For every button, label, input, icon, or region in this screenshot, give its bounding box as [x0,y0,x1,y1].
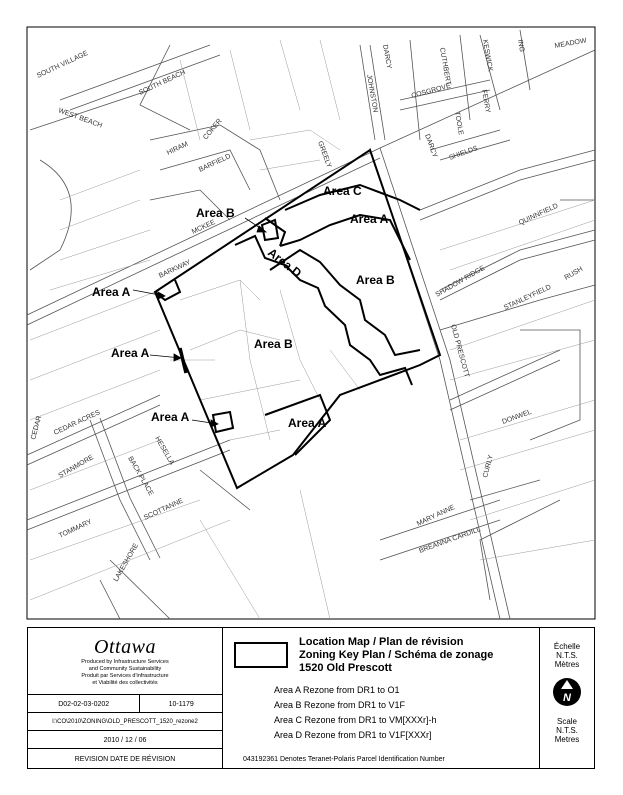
street-label: WEST BEACH [57,107,104,130]
street-label: HIRAM [165,140,190,157]
map-frame [27,27,595,619]
area-a-top-label: Area A [350,212,389,226]
produced-by-fr-2: et Viabilité des collectivités [92,680,158,686]
street-label: MARY ANNE [415,504,456,528]
street-label: OLD PRESCOTT [449,323,470,379]
street-label: ING [516,39,526,53]
street-label: GREELY [316,140,333,169]
street-label: CEDAR ACRES [52,409,102,437]
street-label: SOUTH BEACH [137,69,187,97]
ottawa-logo: Ottawa [94,636,156,658]
nts-fr: N.T.S. [556,651,578,660]
street-label: DARCY [423,133,439,159]
ottawa-logo-block [28,628,222,694]
area-c-description: Area C Rezone from DR1 to VM[XXXr]-h [274,715,437,725]
scale-fr: Échelle [553,642,581,651]
area-d-label: Area D [265,245,305,281]
area-a-left2-label: Area A [111,346,150,360]
street-label: CUTHBERT [438,47,452,86]
street-label: RUSH [563,265,585,282]
parcel-id-footnote: 043192361 Denotes Teranet-Polaris Parcel Identification Number [243,756,445,763]
metres-fr: Mètres [554,660,580,669]
scale-en: Scale [556,717,577,726]
street-label: SHIELDS [448,145,479,162]
area-a-bottom-label: Area A [288,416,327,430]
street-label: BREANNA CARDILL [418,526,482,555]
street-label: TOOLE [453,111,465,136]
produced-by-en-2: and Community Sustainability [88,666,162,672]
north-label: N [563,692,571,704]
street-label: BACK PLACE [126,455,155,498]
map-number: 10-1179 [168,700,194,708]
file-path: I:\CO\2010\ZONING\OLD_PRESCOTT_1520_rezone2 [52,719,198,725]
file-path-row [28,712,222,731]
map-title-2: Zoning Key Plan / Schéma de zonage [299,649,494,661]
area-b-center-label: Area B [254,337,293,351]
street-label: QUINNFIELD [517,202,560,227]
revision-date-label: REVISION DATE DE RÉVISION [74,755,176,763]
street-label: MCKEE [190,218,217,236]
area-b-description: Area B Rezone from DR1 to V1F [274,700,406,710]
nts-en: N.T.S. [556,726,578,735]
street-label: HESELLA [153,435,176,467]
area-b-right-label: Area B [356,273,395,287]
area-a-left1-label: Area A [92,285,131,299]
file-number: D02-02-03-0202 [28,695,140,713]
street-label: DONWEL [501,408,533,426]
area-a-description: Area A Rezone from DR1 to O1 [274,685,400,695]
produced-by-en-1: Produced by Infrastructure Services [81,659,169,665]
revision-label-row [28,748,222,769]
street-label: COSGROVE [410,82,452,100]
area-a-left3-label: Area A [151,410,190,424]
street-label: TOMMARY [57,518,94,540]
site-boundary-swatch [234,642,288,668]
street-label: SCOTTANNE [142,497,185,522]
metres-en: Metres [554,735,580,744]
street-label: KESWICK [481,39,494,73]
street-label: BARFIELD [197,153,232,174]
scale-column [539,628,594,768]
street-label: COKER [202,117,224,142]
revision-date: 2010 / 12 / 06 [103,736,147,744]
street-label: CURLY [482,454,495,479]
street-label: STANLEYFIELD [502,283,553,312]
north-arrow-icon [552,677,582,707]
street-label: LAKESHORE [112,542,141,583]
area-c-label: Area C [323,184,362,198]
map-title-1: Location Map / Plan de révision [299,636,464,648]
date-row [28,730,222,749]
produced-by-fr-1: Produit par Services d'infrastructure [81,673,169,679]
street-label: JOHNSTON [365,74,379,114]
file-number-row [28,694,222,713]
legend-info-column [28,628,223,768]
street-label: BARKWAY [157,259,192,280]
street-label: SOUTH VILLAGE [35,49,90,80]
area-d-description: Area D Rezone from DR1 to V1F[XXXr] [274,730,432,740]
street-label: FERRY [480,89,492,114]
legend-panel [27,627,595,769]
street-label: MEADOW [554,37,588,50]
street-label: SHADOW RIDGE [434,264,487,299]
map-title-3: 1520 Old Prescott [299,662,392,674]
street-label: STANMORE [57,454,95,480]
street-label: CEDAR [30,415,44,441]
area-b-top-label: Area B [196,206,235,220]
street-label: DARCY [381,44,393,70]
